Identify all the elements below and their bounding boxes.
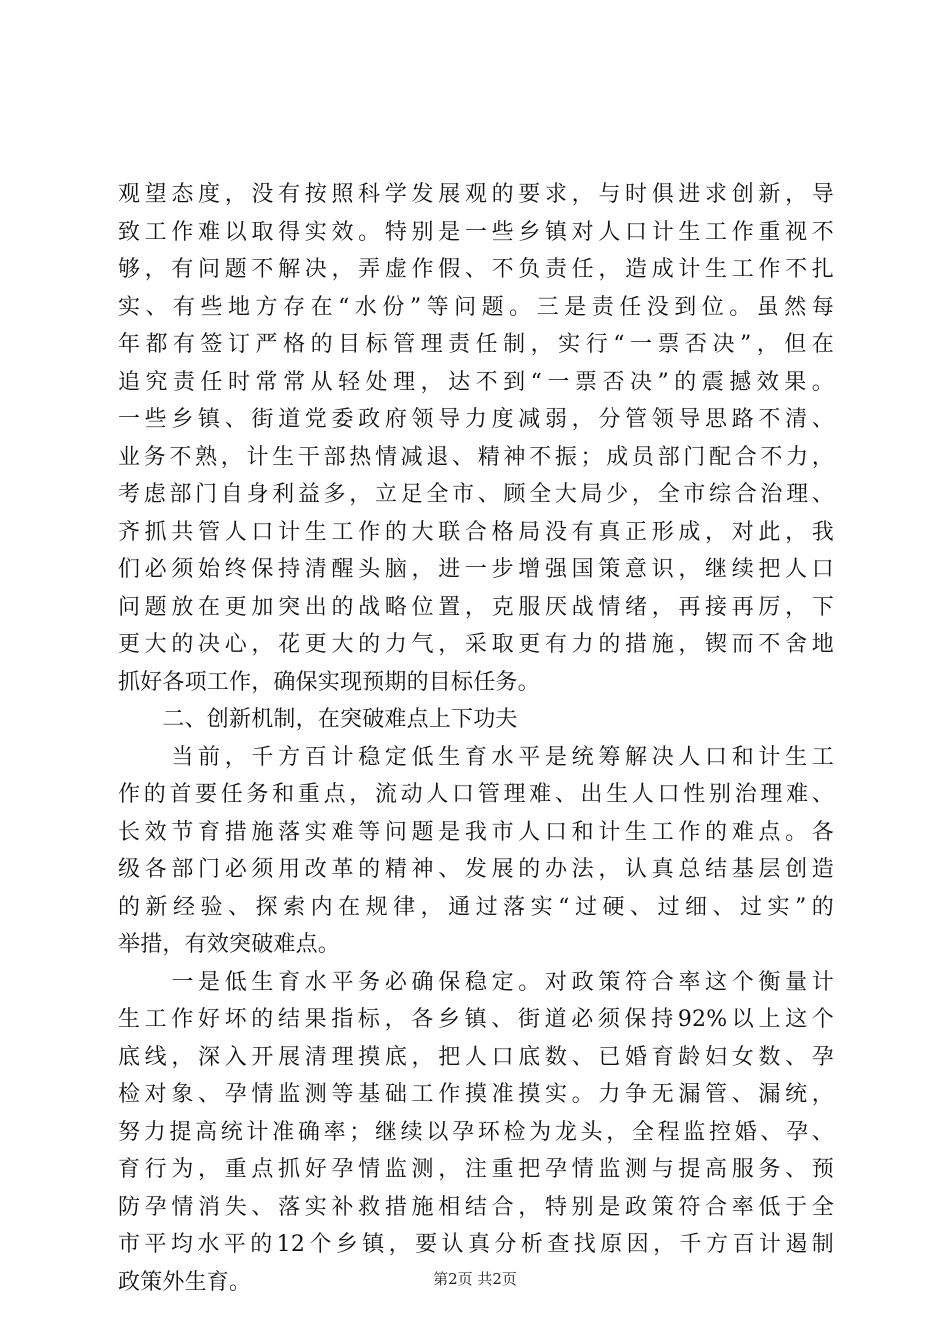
text-line: 检对象、孕情监测等基础工作摸准摸实。力争无漏管、漏统， bbox=[118, 1082, 834, 1107]
text-line: 长效节育措施落实难等问题是我市人口和计生工作的难点。各 bbox=[118, 819, 834, 845]
body-text bbox=[118, 176, 834, 1301]
text-line: 努力提高统计准确率；继续以孕环检为龙头，全程监控婚、孕、 bbox=[118, 1119, 834, 1145]
text-line: 更大的决心，花更大的力气，采取更有力的措施，锲而不舍地 bbox=[118, 632, 834, 657]
text-line: 生工作好坏的结果指标，各乡镇、街道必须保持92%以上这个 bbox=[118, 1007, 834, 1032]
text-line: 们必须始终保持清醒头脑，进一步增强国策意识，继续把人口 bbox=[118, 557, 834, 582]
text-line: 业务不熟，计生干部热情减退、精神不振；成员部门配合不力， bbox=[118, 444, 834, 470]
text-line: 举措，有效突破难点。 bbox=[118, 932, 341, 957]
text-line: 追究责任时常常从轻处理，达不到“一票否决”的震撼效果。 bbox=[118, 369, 834, 395]
text-line: 作的首要任务和重点，流动人口管理难、出生人口性别治理难、 bbox=[118, 782, 834, 807]
text-line: 当前，千方百计稳定低生育水平是统筹解决人口和计生工 bbox=[118, 744, 834, 770]
section-heading: 二、创新机制，在突破难点上下功夫 bbox=[118, 707, 518, 732]
page-number-footer: 第2页 共2页 bbox=[433, 1270, 517, 1288]
text-line: 底线，深入开展清理摸底，把人口底数、已婚育龄妇女数、孕 bbox=[118, 1044, 834, 1070]
text-line: 防孕情消失、落实补救措施相结合，特别是政策符合率低于全 bbox=[118, 1194, 834, 1220]
text-line: 抓好各项工作，确保实现预期的目标任务。 bbox=[118, 669, 540, 695]
text-line: 够，有问题不解决，弄虚作假、不负责任，造成计生工作不扎 bbox=[118, 257, 834, 282]
text-line: 年都有签订严格的目标管理责任制，实行“一票否决”，但在 bbox=[118, 332, 834, 357]
text-line: 级各部门必须用改革的精神、发展的办法，认真总结基层创造 bbox=[118, 857, 834, 882]
text-line: 考虑部门自身利益多，立足全市、顾全大局少，全市综合治理、 bbox=[118, 482, 834, 507]
text-line: 齐抓共管人口计生工作的大联合格局没有真正形成，对此，我 bbox=[118, 519, 834, 545]
text-line: 育行为，重点抓好孕情监测，注重把孕情监测与提高服务、预 bbox=[118, 1157, 834, 1182]
text-line: 一是低生育水平务必确保稳定。对政策符合率这个衡量计 bbox=[118, 969, 834, 995]
text-line: 致工作难以取得实效。特别是一些乡镇对人口计生工作重视不 bbox=[118, 219, 834, 245]
text-line: 政策外生育。 bbox=[118, 1269, 252, 1295]
text-line: 市平均水平的12个乡镇，要认真分析查找原因，千方百计遏制 bbox=[118, 1232, 834, 1257]
text-line: 实、有些地方存在“水份”等问题。三是责任没到位。虽然每 bbox=[118, 294, 834, 320]
text-line: 一些乡镇、街道党委政府领导力度减弱，分管领导思路不清、 bbox=[118, 407, 834, 432]
text-line: 的新经验、探索内在规律，通过落实“过硬、过细、过实”的 bbox=[118, 894, 834, 920]
text-line: 问题放在更加突出的战略位置，克服厌战情绪，再接再厉，下 bbox=[118, 594, 834, 620]
text-line: 观望态度，没有按照科学发展观的要求，与时俱进求创新，导 bbox=[118, 182, 834, 207]
